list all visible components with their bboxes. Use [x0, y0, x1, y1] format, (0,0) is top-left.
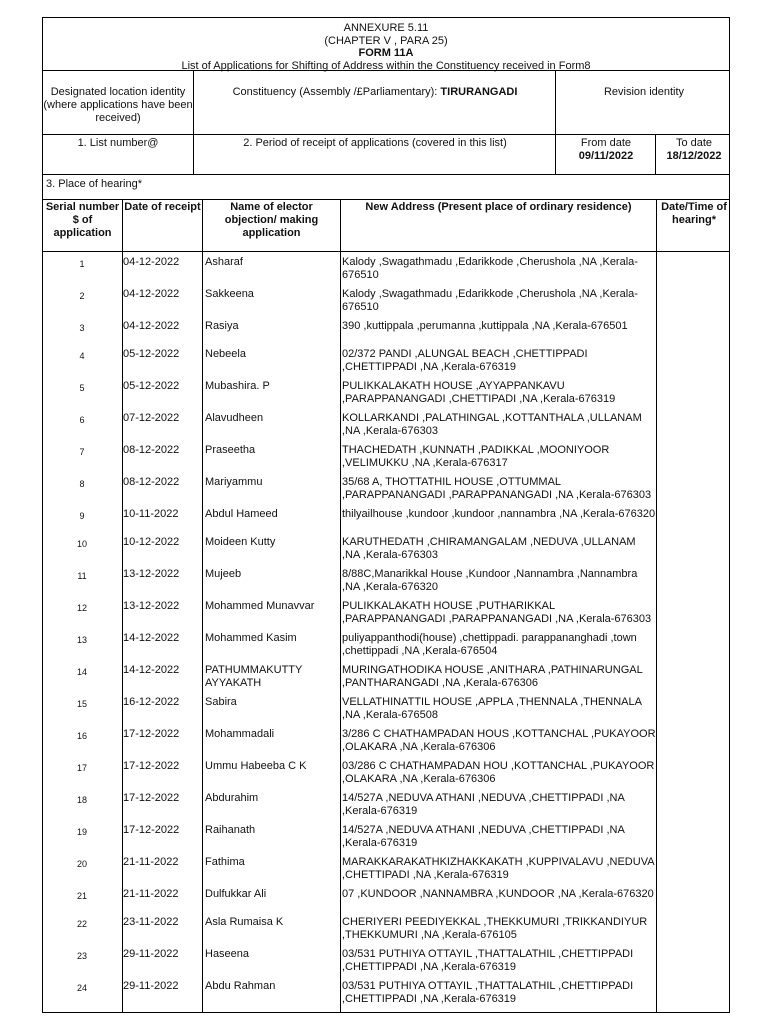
list-number-label: 1. List number@: [77, 137, 159, 149]
name-cell: Alavudheen: [205, 412, 264, 424]
date-cell: 13-12-2022: [123, 600, 180, 612]
to-date-value: 18/12/2022: [666, 150, 722, 162]
serial-cell: 14: [76, 667, 87, 677]
date-cell: 14-12-2022: [123, 632, 180, 644]
address-cell: 03/531 PUTHIYA OTTAYIL ,THATTALATHIL ,CHETTIPPADI ,CHETTIPPADI ,NA ,Kerala-676319: [342, 980, 634, 1005]
address-cell: CHERIYERI PEEDIYEKKAL ,THEKKUMURI ,TRIKKANDIYUR ,THEKKUMURI ,NA ,Kerala-676105: [342, 916, 648, 941]
serial-cell: 15: [76, 699, 87, 709]
date-cell: 17-12-2022: [123, 792, 180, 804]
to-date-label: To date: [675, 137, 713, 149]
serial-cell: 11: [77, 571, 87, 581]
address-cell: PULIKKALAKATH HOUSE ,AYYAPPANKAVU ,PARAPPANANGADI ,CHETTIPADI ,NA ,Kerala-676319: [342, 380, 616, 405]
address-cell: VELLATHINATTIL HOUSE ,APPLA ,THENNALA ,THENNALA ,NA ,Kerala-676508: [342, 696, 642, 721]
date-cell: 21-11-2022: [123, 888, 179, 900]
address-cell: puliyappanthodi(house) ,chettippadi. parappananghadi ,town ,chettippadi ,NA ,Kerala-676504: [342, 632, 637, 657]
date-cell: 04-12-2022: [123, 256, 180, 268]
name-cell: Rasiya: [205, 320, 239, 332]
date-cell: 23-11-2022: [123, 916, 179, 928]
name-cell: Asla Rumaisa K: [205, 916, 284, 928]
divider: [43, 199, 729, 200]
constituency-value: TIRURANGADI: [440, 86, 518, 98]
address-cell: 390 ,kuttippala ,perumanna ,kuttippala ,NA ,Kerala-676501: [342, 320, 628, 332]
constituency-label: Constituency (Assembly /£Parliamentary):: [232, 86, 438, 98]
name-cell: Haseena: [205, 948, 250, 960]
serial-cell: 6: [79, 415, 85, 425]
address-cell: MURINGATHODIKA HOUSE ,ANITHARA ,PATHINARUNGAL ,PANTHARANGADI ,NA ,Kerala-676306: [342, 664, 643, 689]
date-cell: 16-12-2022: [123, 696, 180, 708]
date-cell: 10-11-2022: [123, 508, 179, 520]
address-cell: 35/68 A, THOTTATHIL HOUSE ,OTTUMMAL ,PARAPPANANGADI ,PARAPPANANGADI ,NA ,Kerala-676303: [342, 476, 652, 501]
address-cell: 3/286 C CHATHAMPADAN HOUS ,KOTTANCHAL ,PUKAYOOR ,OLAKARA ,NA ,Kerala-676306: [342, 728, 656, 753]
date-cell: 21-11-2022: [123, 856, 179, 868]
address-cell: 03/531 PUTHIYA OTTAYIL ,THATTALATHIL ,CHETTIPPADI ,CHETTIPPADI ,NA ,Kerala-676319: [342, 948, 634, 973]
date-cell: 29-11-2022: [123, 980, 179, 992]
date-cell: 04-12-2022: [123, 320, 180, 332]
divider: [193, 70, 194, 174]
hearing-place-label: 3. Place of hearing*: [46, 178, 143, 190]
divider: [43, 134, 729, 135]
address-cell: KARUTHEDATH ,CHIRAMANGALAM ,NEDUVA ,ULLANAM ,NA ,Kerala-676303: [342, 536, 636, 561]
from-date-value: 09/11/2022: [578, 150, 634, 162]
date-cell: 07-12-2022: [123, 412, 180, 424]
name-cell: Mohammed Kasim: [205, 632, 297, 644]
date-cell: 17-12-2022: [123, 824, 180, 836]
col-name-header: Name of elector objection/ making application: [224, 201, 319, 239]
name-cell: Mohammed Munavvar: [205, 600, 315, 612]
address-cell: Kalody ,Swagathmadu ,Edarikkode ,Cherushola ,NA ,Kerala-676510: [342, 288, 638, 313]
name-cell: Asharaf: [205, 256, 243, 268]
col-date-header: Date of receipt: [124, 201, 201, 213]
address-cell: thilyailhouse ,kundoor ,kundoor ,nannambra ,NA ,Kerala-676320: [342, 508, 656, 520]
name-cell: Fathima: [205, 856, 245, 868]
serial-cell: 18: [76, 795, 87, 805]
col-address-header: New Address (Present place of ordinary residence): [365, 201, 632, 213]
address-cell: 14/527A ,NEDUVA ATHANI ,NEDUVA ,CHETTIPPADI ,NA ,Kerala-676319: [342, 824, 625, 849]
serial-cell: 12: [76, 603, 87, 613]
serial-cell: 3: [79, 323, 85, 333]
serial-cell: 13: [76, 635, 87, 645]
name-cell: Mujeeb: [205, 568, 242, 580]
name-cell: Abdurahim: [205, 792, 259, 804]
period-label: 2. Period of receipt of applications (covered in this list): [243, 137, 507, 149]
address-cell: 03/286 C CHATHAMPADAN HOU ,KOTTANCHAL ,PUKAYOOR ,OLAKARA ,NA ,Kerala-676306: [342, 760, 655, 785]
date-cell: 05-12-2022: [123, 348, 180, 360]
address-cell: THACHEDATH ,KUNNATH ,PADIKKAL ,MOONIYOOR ,VELIMUKKU ,NA ,Kerala-676317: [342, 444, 610, 469]
name-cell: Mubashira. P: [205, 380, 270, 392]
to-date: [657, 137, 731, 163]
address-cell: 8/88C,Manarikkal House ,Kundoor ,Nannambra ,Nannambra ,NA ,Kerala-676320: [342, 568, 638, 593]
date-cell: 17-12-2022: [123, 760, 180, 772]
serial-cell: 22: [76, 919, 87, 929]
date-cell: 29-11-2022: [123, 948, 179, 960]
address-cell: 02/372 PANDI ,ALUNGAL BEACH ,CHETTIPPADI ,CHETTIPPADI ,NA ,Kerala-676319: [342, 348, 588, 373]
name-cell: Nebeela: [205, 348, 246, 360]
date-cell: 10-12-2022: [123, 536, 180, 548]
serial-cell: 23: [76, 951, 87, 961]
date-cell: 14-12-2022: [123, 664, 180, 676]
address-cell: PULIKKALAKATH HOUSE ,PUTHARIKKAL ,PARAPPANANGADI ,PARAPPANANGADI ,NA ,Kerala-676303: [342, 600, 652, 625]
form-description: List of Applications for Shifting of Address within the Constituency received in Form8: [181, 59, 591, 72]
from-date: [557, 137, 655, 163]
date-cell: 13-12-2022: [123, 568, 180, 580]
divider: [555, 70, 556, 134]
name-cell: Abdul Hameed: [205, 508, 278, 520]
serial-cell: 4: [79, 351, 85, 361]
address-cell: MARAKKARAKATHKIZHAKKAKATH ,KUPPIVALAVU ,NEDUVA ,CHETTIPADI ,NA ,Kerala-676319: [342, 856, 654, 881]
annexure-label: ANNEXURE 5.11: [343, 22, 429, 34]
form-page: [42, 17, 730, 1013]
serial-cell: 7: [79, 447, 85, 457]
serial-cell: 10: [76, 539, 87, 549]
serial-cell: 9: [79, 511, 85, 521]
address-cell: Kalody ,Swagathmadu ,Edarikkode ,Cherushola ,NA ,Kerala-676510: [342, 256, 638, 281]
serial-cell: 17: [76, 763, 87, 773]
form-title: FORM 11A: [358, 47, 414, 59]
name-cell: Sakkeena: [205, 288, 254, 300]
divider: [43, 70, 729, 71]
date-cell: 08-12-2022: [123, 444, 180, 456]
col-serial-header: Serial number $ of application: [45, 201, 120, 239]
name-cell: Praseetha: [205, 444, 256, 456]
divider: [656, 199, 657, 1013]
address-cell: 14/527A ,NEDUVA ATHANI ,NEDUVA ,CHETTIPPADI ,NA ,Kerala-676319: [342, 792, 625, 817]
name-cell: Sabira: [205, 696, 237, 708]
name-cell: Dulfukkar Ali: [205, 888, 267, 900]
col-hearing-header: Date/Time of hearing*: [661, 201, 727, 226]
date-cell: 04-12-2022: [123, 288, 180, 300]
name-cell: Moideen Kutty: [205, 536, 276, 548]
divider: [340, 199, 341, 1013]
name-cell: Mohammadali: [205, 728, 275, 740]
serial-cell: 5: [79, 383, 85, 393]
divider: [202, 199, 203, 1013]
serial-cell: 24: [76, 983, 87, 993]
serial-cell: 8: [79, 479, 85, 489]
serial-cell: 19: [76, 827, 87, 837]
divider: [43, 251, 729, 252]
constituency: [195, 86, 555, 99]
location-label: Designated location identity (where applications have been received): [43, 86, 193, 124]
serial-cell: 21: [76, 891, 87, 901]
name-cell: PATHUMMAKUTTY AYYAKATH: [205, 664, 303, 689]
date-cell: 17-12-2022: [123, 728, 180, 740]
divider: [555, 134, 556, 174]
serial-cell: 2: [79, 291, 85, 301]
form-header: [43, 18, 729, 74]
divider: [43, 174, 729, 175]
chapter-label: (CHAPTER V , PARA 25): [324, 34, 448, 47]
address-cell: KOLLARKANDI ,PALATHINGAL ,KOTTANTHALA ,ULLANAM ,NA ,Kerala-676303: [342, 412, 642, 437]
name-cell: Ummu Habeeba C K: [205, 760, 307, 772]
divider: [655, 134, 656, 174]
date-cell: 08-12-2022: [123, 476, 180, 488]
name-cell: Abdu Rahman: [205, 980, 276, 992]
serial-cell: 16: [76, 731, 87, 741]
revision-label: Revision identity: [603, 86, 685, 98]
address-cell: 07 ,KUNDOOR ,NANNAMBRA ,KUNDOOR ,NA ,Kerala-676320: [342, 888, 654, 900]
date-cell: 05-12-2022: [123, 380, 180, 392]
name-cell: Raihanath: [205, 824, 256, 836]
name-cell: Mariyammu: [205, 476, 263, 488]
serial-cell: 20: [76, 859, 87, 869]
from-date-label: From date: [580, 137, 632, 149]
serial-cell: 1: [79, 259, 85, 269]
